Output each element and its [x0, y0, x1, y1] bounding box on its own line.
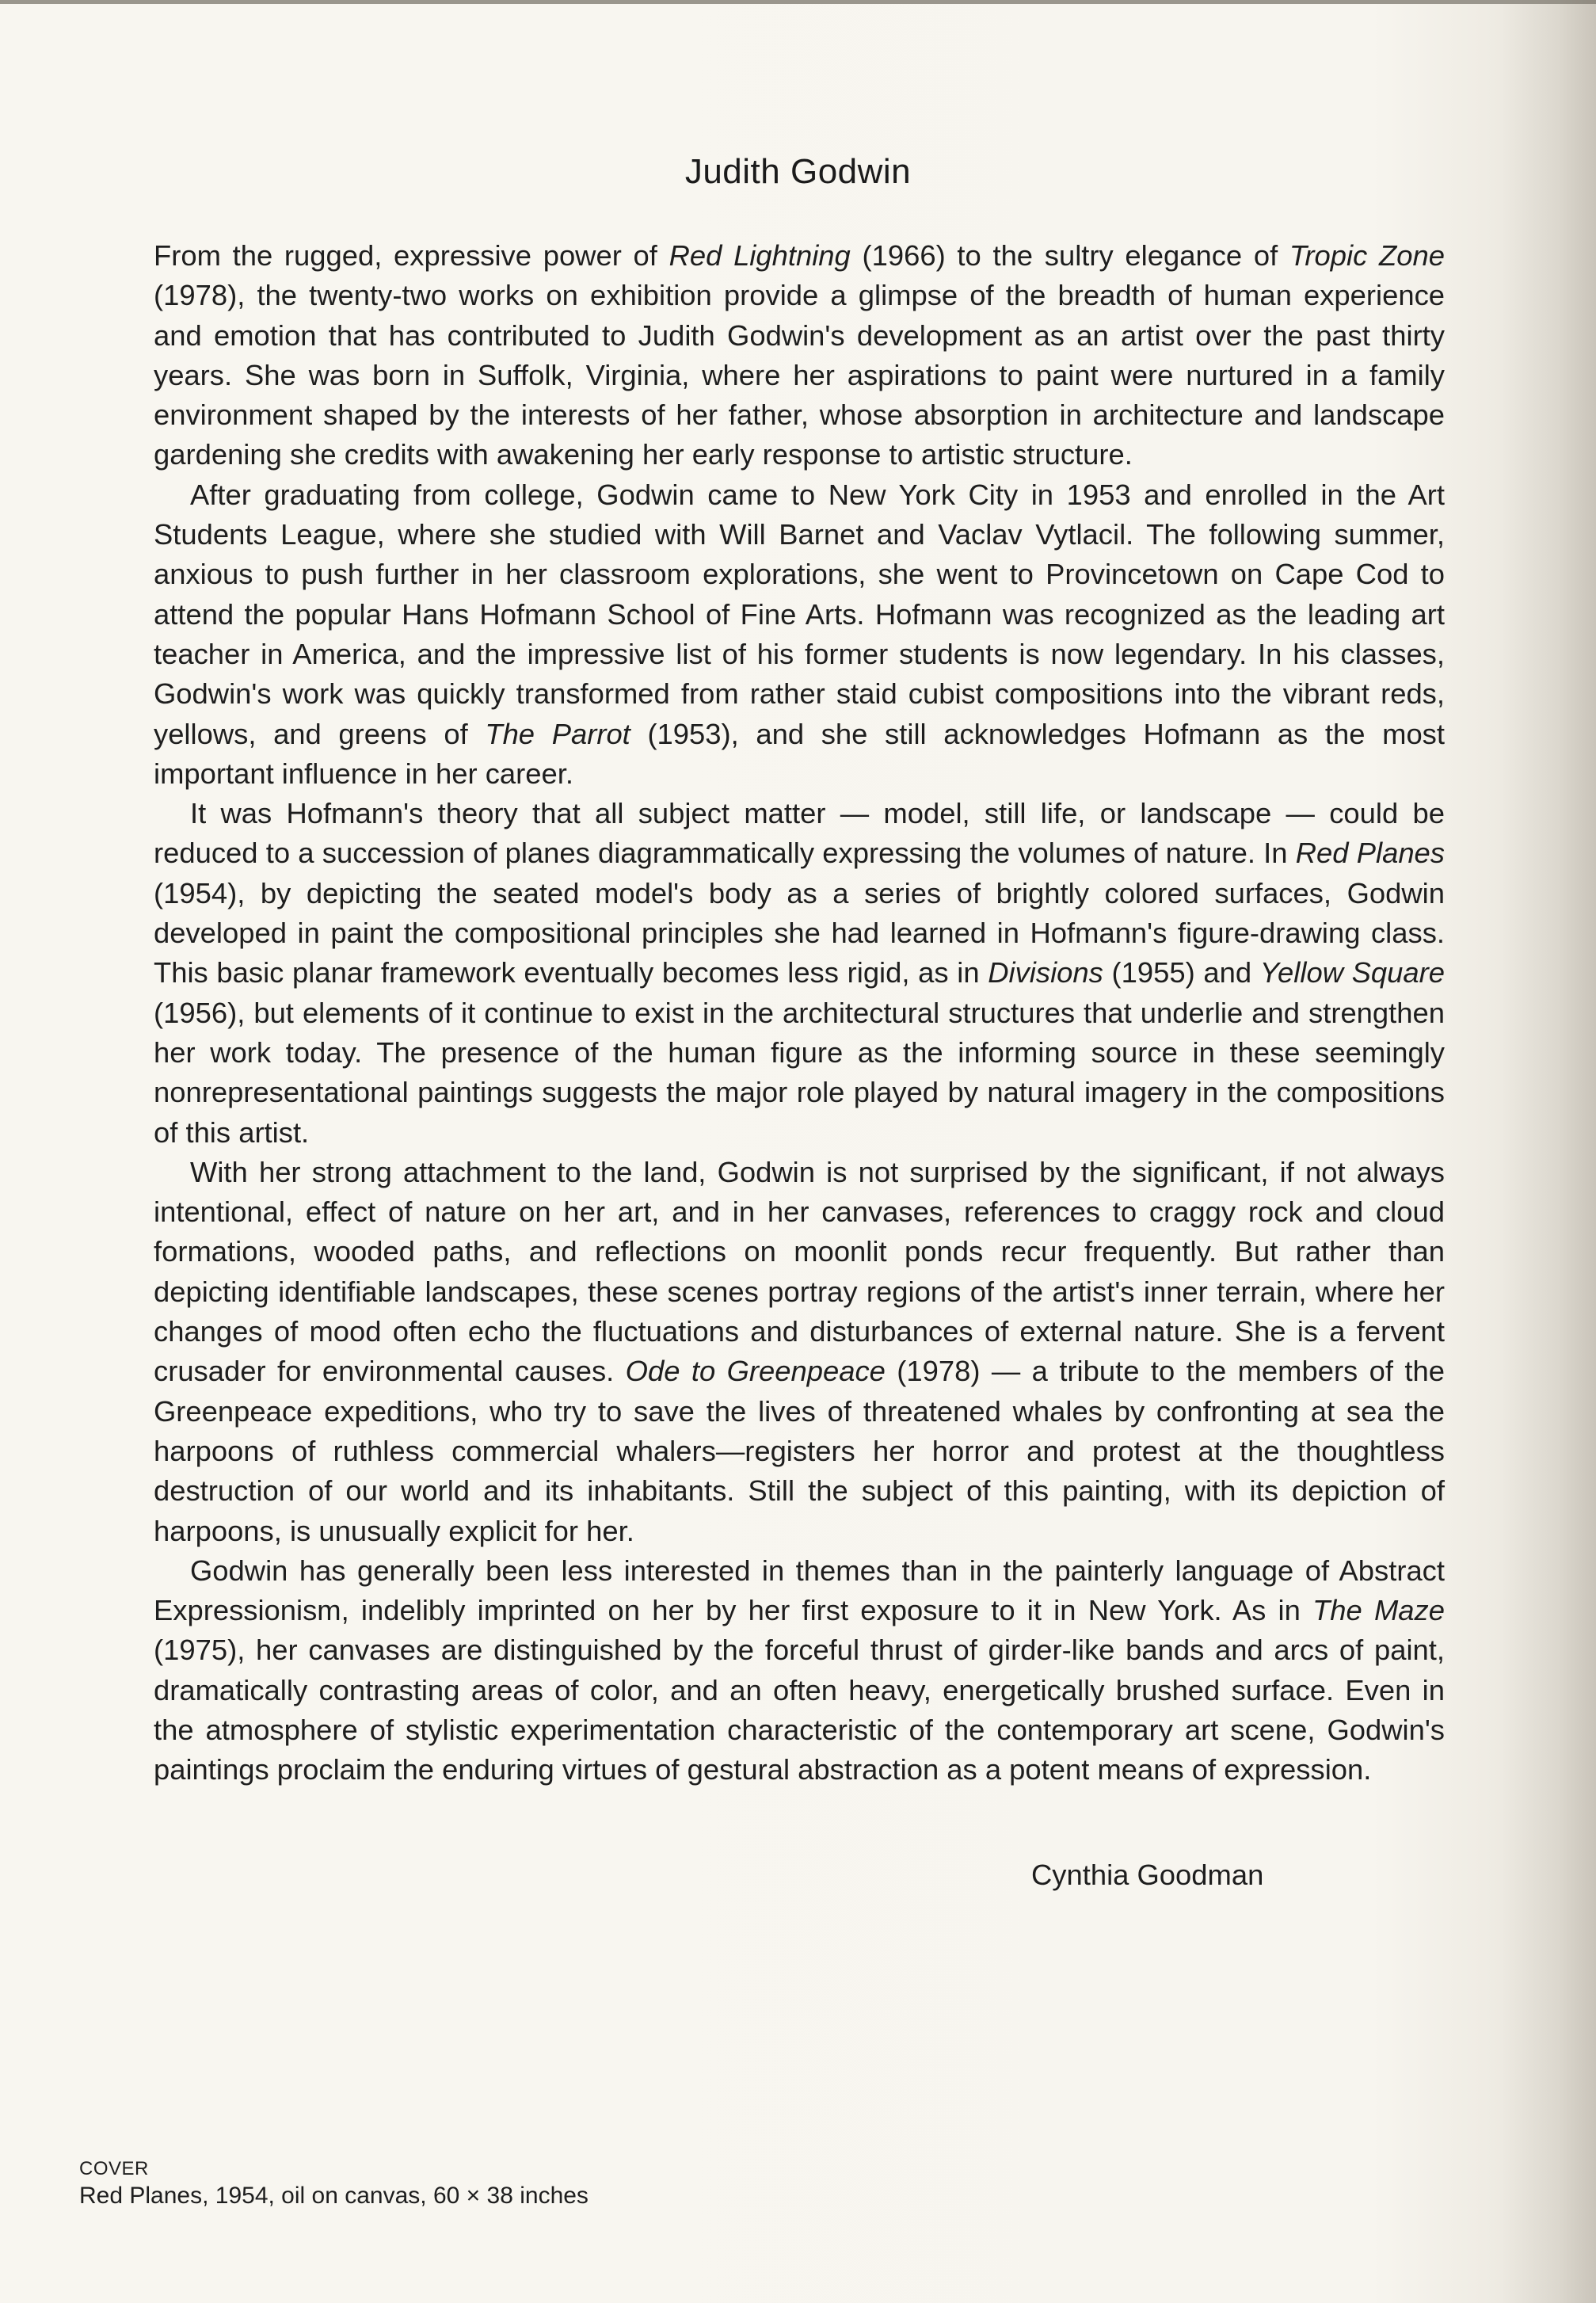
- cover-credit: [79, 2157, 589, 2211]
- cover-caption: Red Planes, 1954, oil on canvas, 60 × 38 inches: [79, 2183, 589, 2209]
- artwork-title: Yellow Square: [1259, 956, 1445, 989]
- essay-paragraph: From the rugged, expressive power of Red Lightning (1966) to the sultry elegance of Tropic Zone (1978), the twenty-two works on exhibition provide a glimpse of the breadth of human experience and emotion that has contributed to Judith Godwin's development as an artist over the past thirty years. She was born in Suffolk, Virginia, where her aspirations to paint were nurtured in a family environment shaped by the interests of her father, whose absorption in architecture and landscape gardening she credits with awakening her early response to artistic structure.: [154, 239, 1445, 471]
- top-rule: [0, 0, 1596, 4]
- essay-paragraph: With her strong attachment to the land, Godwin is not surprised by the significant, if not always intentional, effect of nature on her art, and in her canvases, references to craggy rock and cloud formations, wooded paths, and reflections on moonlit ponds recur frequently. But rather than depicting identifiable landscapes, these scenes portray regions of the artist's inner terrain, where her changes of mood often echo the fluctuations and disturbances of external nature. She is a fervent crusader for environmental causes. Ode to Greenpeace (1978) — a tribute to the members of the Greenpeace expeditions, who try to save the lives of threatened whales by confronting at sea the harpoons of ruthless commercial whalers—registers her horror and protest at the thoughtless destruction of our world and its inhabitants. Still the subject of this painting, with its depiction of harpoons, is unusually explicit for her.: [154, 1155, 1445, 1547]
- artwork-title: The Parrot: [485, 717, 630, 750]
- artwork-title: Red Lightning: [668, 239, 851, 272]
- artwork-title: Tropic Zone: [1289, 239, 1445, 272]
- essay-body: [154, 236, 1445, 1790]
- essay-paragraph: Godwin has generally been less interested in themes than in the painterly language of Abstract Expressionism, indelibly imprinted on her by her first exposure to it in New York. As in The Maze (1975), her canvases are distinguished by the forceful thrust of girder-like bands and arcs of paint, dramatically contrasting areas of color, and an often heavy, energetically brushed surface. Even in the atmosphere of stylistic experimentation characteristic of the contemporary art scene, Godwin's paintings proclaim the enduring virtues of gestural abstraction as a potent means of expression.: [154, 1554, 1445, 1786]
- cover-label: COVER: [79, 2158, 149, 2179]
- page-edge-shadow: [1501, 0, 1596, 2303]
- artwork-title: Ode to Greenpeace: [625, 1355, 886, 1388]
- essay-paragraph: After graduating from college, Godwin came to New York City in 1953 and enrolled in the Art Students League, where she studied with Will Barnet and Vaclav Vytlacil. The following summer, anxious to push further in her classroom explorations, she went to Provincetown on Cape Cod to attend the popular Hans Hofmann School of Fine Arts. Hofmann was recognized as the leading art teacher in America, and the impressive list of his former students is now legendary. In his classes, Godwin's work was quickly transformed from rather staid cubist compositions into the vibrant reds, yellows, and greens of The Parrot (1953), and she still acknowledges Hofmann as the most important influence in her career.: [154, 478, 1445, 790]
- artwork-title: Red Planes: [1295, 837, 1445, 870]
- author-signature: Cynthia Goodman: [1031, 1859, 1264, 1891]
- essay-paragraph: It was Hofmann's theory that all subject matter — model, still life, or landscape — could be reduced to a succession of planes diagrammatically expressing the volumes of nature. In Red Planes (1954), by depicting the seated model's body as a series of brightly colored surfaces, Godwin developed in paint the compositional principles she had learned in Hofmann's figure-drawing class. This basic planar framework eventually becomes less rigid, as in Divisions (1955) and Yellow Square (1956), but elements of it continue to exist in the architectural structures that underlie and strengthen her work today. The presence of the human figure as the informing source in these seemingly nonrepresentational paintings suggests the major role played by natural imagery in the compositions of this artist.: [154, 797, 1445, 1149]
- artwork-title: Divisions: [988, 956, 1103, 989]
- page-title: Judith Godwin: [684, 152, 912, 191]
- artwork-title: The Maze: [1312, 1594, 1445, 1627]
